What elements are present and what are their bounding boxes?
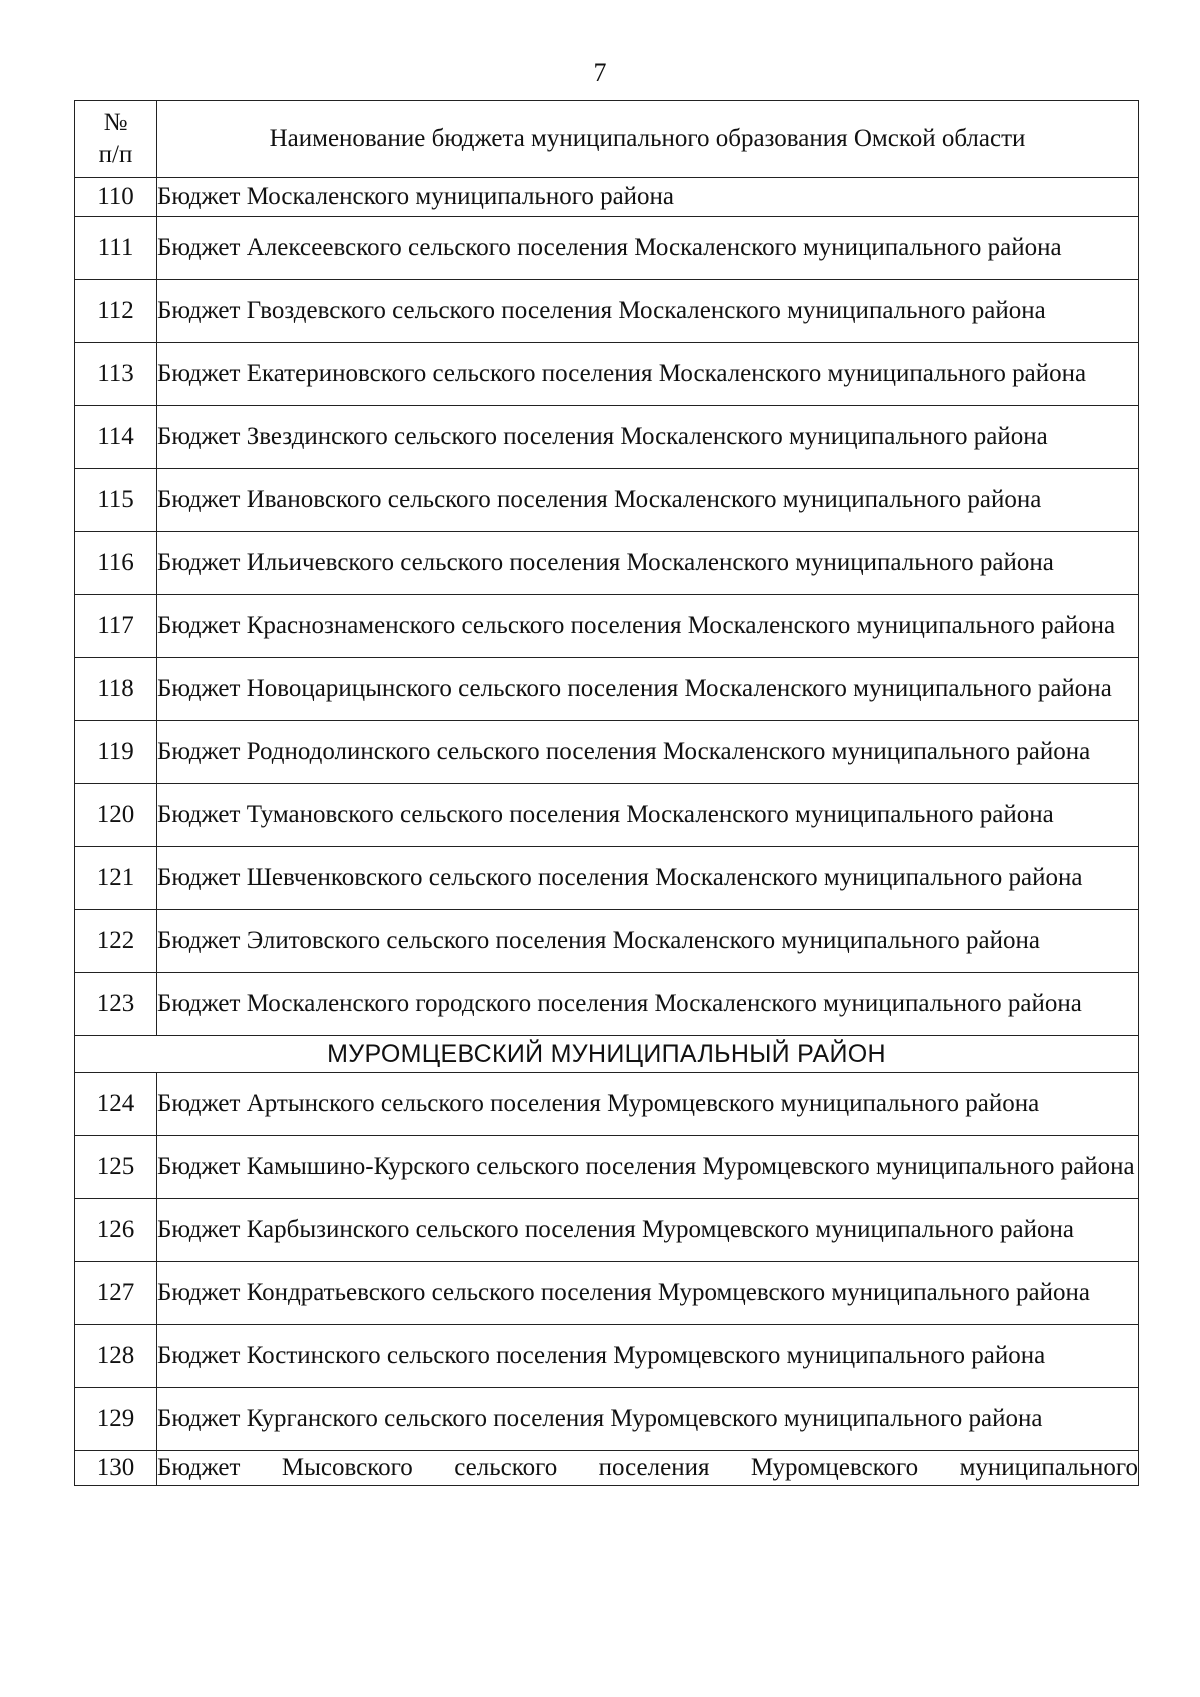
table-header-row [75, 101, 1139, 178]
table-row [75, 469, 1139, 532]
table-row [75, 1136, 1139, 1199]
table-row [75, 217, 1139, 280]
row-budget-name: Бюджет Мысовского сельского поселения Муромцевского муниципального [157, 1451, 1139, 1486]
table-row [75, 910, 1139, 973]
row-number: 116 [75, 532, 157, 595]
row-number: 121 [75, 847, 157, 910]
row-budget-name: Бюджет Кондратьевского сельского поселения Муромцевского муниципального района [157, 1262, 1139, 1325]
row-budget-name: Бюджет Артынского сельского поселения Муромцевского муниципального района [157, 1073, 1139, 1136]
row-number: 127 [75, 1262, 157, 1325]
row-number: 112 [75, 280, 157, 343]
row-budget-name: Бюджет Екатериновского сельского поселения Москаленского муниципального района [157, 343, 1139, 406]
row-budget-name: Бюджет Роднодолинского сельского поселения Москаленского муниципального района [157, 721, 1139, 784]
row-number: 114 [75, 406, 157, 469]
row-number: 111 [75, 217, 157, 280]
row-budget-name: Бюджет Камышино-Курского сельского поселения Муромцевского муниципального района [157, 1136, 1139, 1199]
row-number: 117 [75, 595, 157, 658]
row-budget-name: Бюджет Костинского сельского поселения Муромцевского муниципального района [157, 1325, 1139, 1388]
row-budget-name: Бюджет Ильичевского сельского поселения Москаленского муниципального района [157, 532, 1139, 595]
row-number: 128 [75, 1325, 157, 1388]
table-row [75, 847, 1139, 910]
row-budget-name: Бюджет Краснознаменского сельского поселения Москаленского муниципального района [157, 595, 1139, 658]
row-budget-name: Бюджет Новоцарицынского сельского поселения Москаленского муниципального района [157, 658, 1139, 721]
table-row [75, 178, 1139, 217]
table-row [75, 406, 1139, 469]
page-number: 7 [593, 58, 607, 87]
row-number: 115 [75, 469, 157, 532]
row-number: 129 [75, 1388, 157, 1451]
row-number: 125 [75, 1136, 157, 1199]
row-budget-name: Бюджет Карбызинского сельского поселения Муромцевского муниципального района [157, 1199, 1139, 1262]
row-number: 118 [75, 658, 157, 721]
header-number-symbol: № [103, 109, 128, 136]
row-budget-name: Бюджет Москаленского городского поселения Москаленского муниципального района [157, 973, 1139, 1036]
row-number: 119 [75, 721, 157, 784]
header-name-cell: Наименование бюджета муниципального образования Омской области [157, 101, 1139, 178]
table-row [75, 1073, 1139, 1136]
row-budget-name: Бюджет Шевченковского сельского поселения Москаленского муниципального района [157, 847, 1139, 910]
table-row [75, 1388, 1139, 1451]
row-budget-name: Бюджет Звездинского сельского поселения Москаленского муниципального района [157, 406, 1139, 469]
table-row [75, 343, 1139, 406]
table-row [75, 1199, 1139, 1262]
row-number: 126 [75, 1199, 157, 1262]
section-title: МУРОМЦЕВСКИЙ МУНИЦИПАЛЬНЫЙ РАЙОН [75, 1036, 1139, 1073]
table-row [75, 595, 1139, 658]
row-number: 123 [75, 973, 157, 1036]
row-budget-name: Бюджет Элитовского сельского поселения Москаленского муниципального района [157, 910, 1139, 973]
table-row [75, 721, 1139, 784]
row-number: 124 [75, 1073, 157, 1136]
row-number: 130 [75, 1451, 157, 1486]
row-budget-name: Бюджет Гвоздевского сельского поселения Москаленского муниципального района [157, 280, 1139, 343]
header-number-cell [75, 101, 157, 178]
row-budget-name: Бюджет Москаленского муниципального района [157, 178, 1139, 217]
table-row [75, 1262, 1139, 1325]
table-row [75, 1325, 1139, 1388]
header-number-abbrev: п/п [98, 141, 133, 168]
row-budget-name: Бюджет Тумановского сельского поселения Москаленского муниципального района [157, 784, 1139, 847]
table-row [75, 784, 1139, 847]
table-row [75, 532, 1139, 595]
row-number: 120 [75, 784, 157, 847]
table-row [75, 973, 1139, 1036]
row-number: 110 [75, 178, 157, 217]
row-number: 113 [75, 343, 157, 406]
table-row [75, 280, 1139, 343]
table-row [75, 1451, 1139, 1486]
section-row [75, 1036, 1139, 1073]
row-budget-name: Бюджет Ивановского сельского поселения Москаленского муниципального района [157, 469, 1139, 532]
row-budget-name: Бюджет Алексеевского сельского поселения Москаленского муниципального района [157, 217, 1139, 280]
row-budget-name: Бюджет Курганского сельского поселения Муромцевского муниципального района [157, 1388, 1139, 1451]
table-row [75, 658, 1139, 721]
row-number: 122 [75, 910, 157, 973]
budget-table [74, 100, 1139, 1486]
